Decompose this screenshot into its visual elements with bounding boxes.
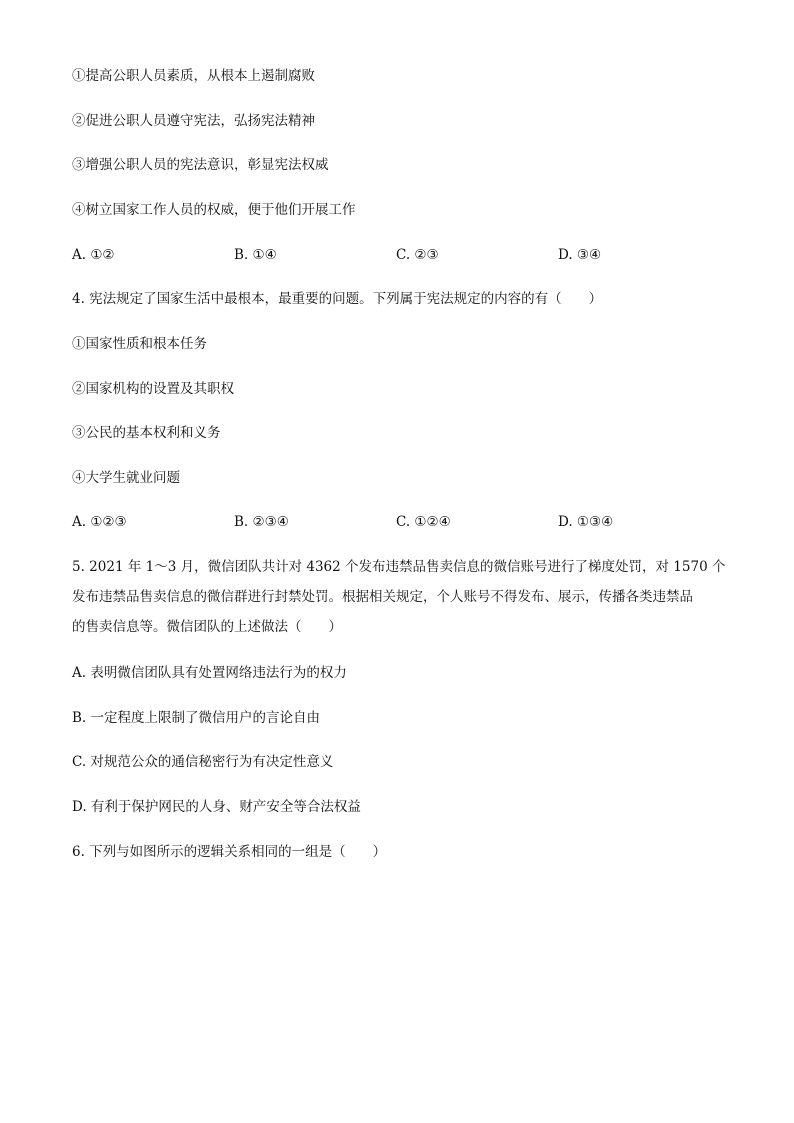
q5-option-c[interactable]: C. 对规范公众的通信秘密行为有决定性意义 — [72, 754, 334, 770]
q5-stem-line-1: 5. 2021 年 1～3 月，微信团队共计对 4362 个发布违禁品售卖信息的微信账号进行了梯度处罚，对 1570 个 — [72, 559, 726, 575]
q6-stem: 6. 下列与如图所示的逻辑关系相同的一组是（ ） — [72, 844, 387, 860]
q3-option-b[interactable]: B. ①④ — [234, 247, 277, 263]
q3-statement-4: ④树立国家工作人员的权威，便于他们开展工作 — [72, 202, 356, 218]
q3-statement-3: ③增强公职人员的宪法意识，彰显宪法权威 — [72, 157, 329, 173]
q4-option-d[interactable]: D. ①③④ — [558, 514, 614, 530]
q4-option-b[interactable]: B. ②③④ — [234, 514, 289, 530]
q5-stem-line-2: 发布违禁品售卖信息的微信群进行封禁处罚。根据相关规定，个人账号不得发布、展示，传播各类违禁品 — [72, 589, 693, 605]
q5-option-b[interactable]: B. 一定程度上限制了微信用户的言论自由 — [72, 710, 321, 726]
q4-statement-1: ①国家性质和根本任务 — [72, 336, 207, 352]
q4-stem: 4. 宪法规定了国家生活中最根本，最重要的问题。下列属于宪法规定的内容的有（ ） — [72, 291, 603, 307]
q5-stem-line-3: 的售卖信息等。微信团队的上述做法（ ） — [72, 619, 342, 635]
q3-options — [72, 245, 672, 265]
q5-option-a[interactable]: A. 表明微信团队具有处置网络违法行为的权力 — [72, 665, 347, 681]
q3-option-a[interactable]: A. ①② — [72, 247, 115, 263]
q4-option-c[interactable]: C. ①②④ — [396, 514, 451, 530]
q4-statement-4: ④大学生就业问题 — [72, 470, 180, 486]
q3-option-d[interactable]: D. ③④ — [558, 247, 602, 263]
q4-statement-3: ③公民的基本权利和义务 — [72, 425, 221, 441]
q3-statement-1: ①提高公职人员素质，从根本上遏制腐败 — [72, 68, 315, 84]
q3-statement-2: ②促进公职人员遵守宪法，弘扬宪法精神 — [72, 113, 315, 129]
q4-option-a[interactable]: A. ①②③ — [72, 514, 127, 530]
q3-option-c[interactable]: C. ②③ — [396, 247, 439, 263]
q5-option-d[interactable]: D. 有利于保护网民的人身、财产安全等合法权益 — [72, 799, 361, 815]
q4-statement-2: ②国家机构的设置及其职权 — [72, 381, 234, 397]
q4-options — [72, 512, 672, 532]
